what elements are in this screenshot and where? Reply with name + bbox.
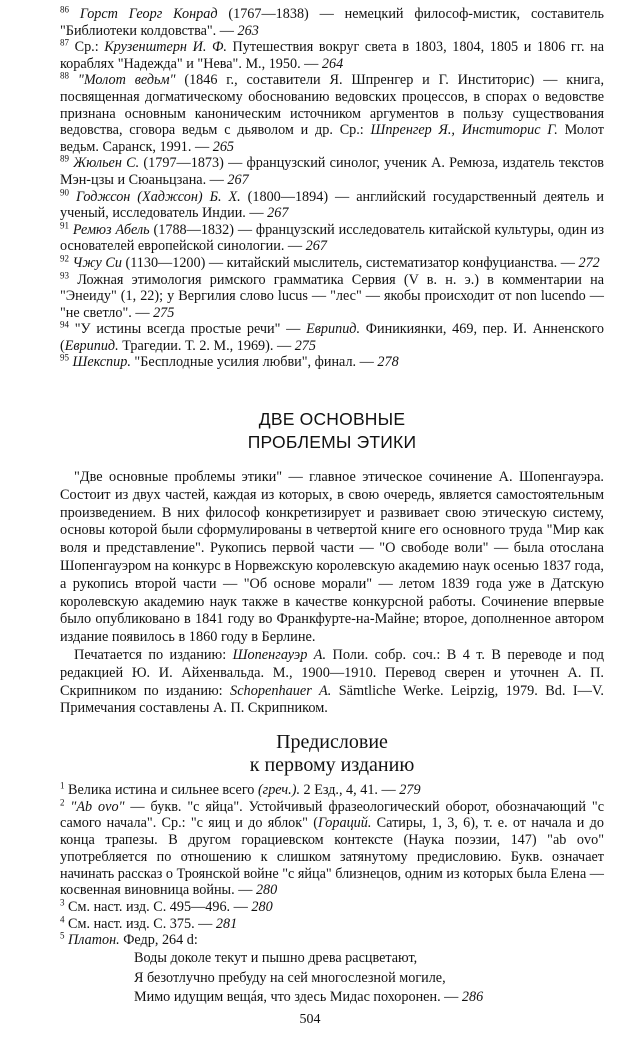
endnote-italic-text: "Ab ovo": [70, 798, 125, 815]
endnote-number: 95: [60, 352, 69, 363]
endnote-text: Ср.:: [74, 39, 105, 56]
endnote-italic-text: Крузенштерн И. Ф.: [104, 39, 227, 56]
endnote-italic-text: Горст Георг Конрад: [79, 6, 218, 22]
subsection-heading-line-2: к первому изданию: [249, 754, 415, 776]
poem-line: Воды доколе текут и пышно древа расцветают,: [134, 950, 418, 967]
endnotes-top: [60, 6, 604, 371]
endnote-italic-text: Шекспир.: [72, 354, 131, 371]
endnote-italic-text: 267: [267, 205, 289, 222]
endnote-text: "У истины всегда простые речи" —: [74, 321, 307, 338]
endnote-number: 86: [60, 4, 69, 15]
endnote-text: Путешествия вокруг света в 1803, 1804, 1805 и 1806 гг. на кораблях "Надежда" и "Нева". М., 1950. —: [60, 39, 605, 72]
endnote: [60, 321, 604, 354]
endnote: [60, 6, 604, 39]
endnote-italic-text: Жюльен С.: [73, 155, 140, 172]
endnote-text: Велика истина и сильнее всего: [68, 782, 258, 798]
page-number: 504: [299, 1012, 321, 1027]
endnote-italic-text: 263: [237, 22, 259, 39]
endnote-number: 3: [60, 897, 65, 908]
endnote-italic-text: 267: [227, 171, 249, 188]
endnote-italic-text: "Молот ведьм": [77, 72, 176, 89]
endnote: [60, 796, 604, 899]
endnote-text: Ложная этимология римского грамматика Сервия (V в. н. э.) в комментарии на "Энеиду" (1, 22); у Вергилия слово lucus — "лес" — якобы происходит от non lucendo — "не светло". —: [60, 271, 605, 321]
endnote-italic-text: Гораций.: [317, 815, 372, 832]
subsection-heading: [60, 731, 604, 777]
endnote-italic-text: Еврипид.: [64, 337, 119, 354]
section-heading: [60, 408, 604, 454]
endnote-italic-text: 279: [399, 782, 421, 798]
endnote-number: 91: [60, 219, 69, 230]
endnote: [60, 354, 604, 371]
endnote-number: 90: [60, 186, 69, 197]
endnote-number: 92: [60, 253, 69, 264]
endnote-text: См. наст. изд. С. 495—496. —: [68, 898, 252, 915]
endnote-number: 1: [60, 780, 65, 791]
endnote-italic-text: Еврипид.: [306, 321, 361, 338]
poem-line: Я безотлучно пребуду на сей многослезной могиле,: [134, 969, 446, 986]
endnote-number: 94: [60, 319, 69, 330]
endnote: [60, 782, 604, 799]
section-intro: [60, 469, 604, 718]
endnote-italic-text: Шпренгер Я., Инститорис Г.: [370, 122, 558, 139]
endnote-number: 2: [60, 796, 65, 807]
endnote: [60, 913, 604, 933]
endnote-text: "Бесплодные усилия любви", финал. —: [130, 354, 378, 371]
endnote-text: 2 Езд., 4, 41. —: [300, 782, 400, 798]
endnote-italic-text: 280: [251, 898, 273, 915]
endnote-italic-text: 281: [215, 915, 238, 932]
endnote-text: (1800—1894) — английский государственный деятель и ученый, исследователь Индии. —: [60, 188, 605, 222]
endnote: [60, 269, 605, 322]
endnote-text: — букв. "с яйца". Устойчивый фразеологический оборот, обозначающий "с самого начала". Ср.: "с яиц и до яблок" (: [60, 798, 604, 832]
endnote-number: 89: [60, 153, 69, 164]
endnote-italic-text: Ремюз Абель: [72, 221, 150, 238]
endnote-italic-text: Платон.: [68, 932, 120, 949]
endnotes-bottom: [60, 782, 604, 1008]
endnote-text: Финикиянки, 469, пер. И. Анненского (: [60, 321, 605, 354]
endnote-italic-text: 275: [153, 304, 175, 321]
endnote-text: (1788—1832) — французский исследователь китайской культуры, один из основателей европейской синологии. —: [60, 221, 605, 255]
endnote: [60, 255, 604, 272]
section-heading-line-2: ПРОБЛЕМЫ ЭТИКИ: [247, 432, 417, 452]
endnote-italic-text: 275: [294, 337, 316, 354]
endnote-number: 88: [60, 70, 69, 81]
endnote: [60, 155, 604, 188]
poem-quote: [134, 949, 604, 1008]
endnote-number: 4: [60, 913, 65, 924]
endnote-text: Сатиры, 1, 3, 6), т. е. от начала и до конца трапезы. В другом горациевском контексте (Наука поэзии, 147) "ab ovo" употребляется по отношению к слишком затянутому предисловию. Букв. означает начинать рассказ о Троянской войне "с яйца" близнецов, одним из которых была Елена — косвенная виновница войны. —: [60, 815, 604, 899]
endnote-italic-text: 265: [212, 138, 234, 155]
endnote-italic-text: 264: [321, 55, 344, 72]
endnote-italic-text: 278: [377, 354, 399, 371]
endnote: [60, 899, 604, 916]
endnote-number: 87: [60, 37, 69, 48]
endnote-text: Молот ведьм. Саранск, 1991. —: [60, 122, 604, 155]
endnote-italic-text: (греч.).: [257, 782, 300, 798]
poem-line: Мимо идущим вещáя, что здесь Мидас похоронен. — 286: [134, 989, 484, 1006]
endnote-italic-text: Годжсон (Хаджсон) Б. Х.: [75, 188, 241, 205]
section-heading-line-1: ДВЕ ОСНОВНЫЕ: [258, 409, 406, 429]
endnote-text: (1797—1873) — французский синолог, ученик А. Ремюза, издатель текстов Мэн-цзы и Сюаньцзана. —: [60, 155, 604, 188]
endnote: [60, 932, 604, 949]
endnote-italic-text: Чжу Си: [72, 254, 122, 271]
endnote-number: 93: [60, 269, 69, 280]
endnote: [60, 39, 604, 72]
endnote: [60, 72, 604, 155]
endnote-text: См. наст. изд. С. 375. —: [68, 915, 216, 932]
endnote-text: Трагедии. Т. 2. М., 1969). —: [118, 337, 295, 354]
subsection-heading-line-1: Предисловие: [276, 731, 388, 753]
intro-paragraph: "Две основные проблемы этики" — главное этическое сочинение А. Шопенгауэра. Состоит из двух частей, каждая из которых, в свою очередь, является самостоятельным произведением. В них философ конкретизирует и развивает свою этическую систему, основы которой были сформулированы в четвертой книге его основного труда "Мир как воля и представление". Рукопись первой части — "О свободе воли" — была отослана Шопенгауэром на конкурс в Норвежскую королевскую академию наук осенью 1837 года, а рукопись второй части — "Об основе морали" — летом 1839 года уже в Датскую королевскую академию наук также в качестве конкурсной работы. Сочинение впервые было опубликовано в 1841 году во Франкфурте-на-Майне; второе, дополненное автором издание появилось в 1860 году в Берлине.: [60, 469, 604, 646]
endnote-italic-text: 272: [578, 254, 600, 271]
endnote-text: (1767—1838) — немецкий философ-мистик, составитель "Библиотеки колдовства". —: [60, 6, 604, 39]
endnote-number: 5: [60, 930, 65, 941]
endnote-text: (1846 г., составители Я. Шпренгер и Г. Инститорис) — книга, посвященная догматическому обоснованию ведовских процессов, в спорах о ведовстве признана основным каноническим источником аргументов в пользу существования ведовства, сговора ведьм с дьяволом и др. Ср.:: [60, 72, 604, 139]
endnote-text: (1130—1200) — китайский мыслитель, систематизатор конфуцианства. —: [121, 254, 579, 271]
endnote-italic-text: 267: [305, 238, 327, 255]
endnote-italic-text: 280: [255, 882, 278, 899]
endnote: [60, 219, 605, 255]
source-paragraph: Печатается по изданию: Шопенгауэр А. Поли. собр. соч.: В 4 т. В переводе и под редакцией Ю. И. Айхенвальда. М., 1900—1910. Перевод сверен и уточнен А. П. Скрипником по изданию: Schopenhauer A. Sämtliche Werke. Leipzig, 1979. Bd. I—V. Примечания составлены А. П. Скрипником.: [60, 646, 605, 717]
endnote-text: Федр, 264 d:: [119, 932, 198, 949]
endnote: [60, 186, 605, 222]
